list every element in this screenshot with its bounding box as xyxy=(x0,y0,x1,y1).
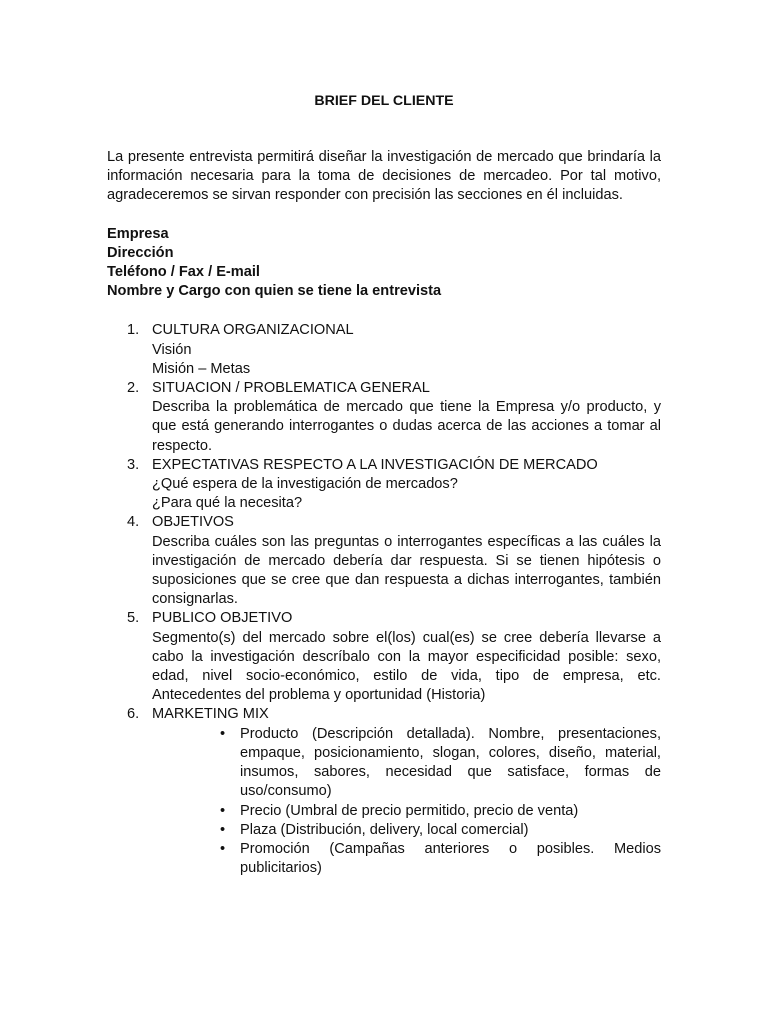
section-line: Visión xyxy=(152,341,192,358)
section-number: 2. xyxy=(127,380,140,397)
section-cultura-organizacional xyxy=(107,321,661,379)
section-title: MARKETING MIX xyxy=(152,706,269,723)
section-title: SITUACION / PROBLEMATICA GENERAL xyxy=(152,380,430,397)
mix-item-text: Precio (Umbral de precio permitido, precio de venta) xyxy=(240,802,579,819)
document-title: BRIEF DEL CLIENTE xyxy=(314,93,454,109)
field-nombre-cargo: Nombre y Cargo con quien se tiene la entrevista xyxy=(107,283,442,300)
bullet-icon: • xyxy=(220,840,226,857)
mix-item-text: Producto (Descripción detallada). Nombre, presentaciones, empaque, posicionamiento, slogan, colores, diseño, material, insumos, sabores, necesidad que satisface, formas de uso/consumo) xyxy=(240,725,661,800)
mix-item-plaza xyxy=(220,821,661,840)
marketing-mix-list xyxy=(152,725,661,879)
intro-paragraph: La presente entrevista permitirá diseñar la investigación de mercado que brindaría la información necesaria para la toma de decisiones de mercadeo. Por tal motivo, agradeceremos se sirvan responder con precisión las secciones en él incluidas. xyxy=(107,149,661,204)
client-fields xyxy=(107,225,661,302)
section-title: PUBLICO OBJETIVO xyxy=(152,610,293,627)
section-expectativas xyxy=(107,456,661,514)
mix-item-promocion xyxy=(220,840,661,878)
section-title: OBJETIVOS xyxy=(152,514,234,531)
section-number: 1. xyxy=(127,322,140,339)
section-publico-objetivo xyxy=(107,609,661,705)
section-line: ¿Qué espera de la investigación de mercados? xyxy=(152,476,458,493)
sections-list xyxy=(107,321,661,878)
section-title: EXPECTATIVAS RESPECTO A LA INVESTIGACIÓN DE MERCADO xyxy=(152,456,598,473)
section-number: 6. xyxy=(127,706,140,723)
field-empresa: Empresa xyxy=(107,225,169,242)
field-telefono-fax-email: Teléfono / Fax / E-mail xyxy=(107,264,260,281)
section-text: Describa cuáles son las preguntas o interrogantes específicas a las cuáles la investigación de mercado debería dar respuesta. Si se tienen hipótesis o suposiciones que se cree que dan respuesta a dichas interrogantes, también consignarlas. xyxy=(152,533,661,608)
section-situacion-problematica xyxy=(107,379,661,456)
section-objetivos xyxy=(107,513,661,609)
mix-item-precio xyxy=(220,802,661,821)
mix-item-text: Plaza (Distribución, delivery, local comercial) xyxy=(240,821,529,838)
section-marketing-mix xyxy=(107,705,661,878)
section-number: 5. xyxy=(127,610,140,627)
field-direccion: Dirección xyxy=(107,244,174,261)
section-text: Segmento(s) del mercado sobre el(los) cual(es) se cree debería llevarse a cabo la investigación descríbalo con la mayor especificidad posible: sexo, edad, nivel socio-económico, estilo de vida, tipo de empresa, etc. Antecedentes del problema y oportunidad (Historia) xyxy=(152,629,661,704)
bullet-icon: • xyxy=(220,725,226,742)
section-title: CULTURA ORGANIZACIONAL xyxy=(152,322,354,339)
bullet-icon: • xyxy=(220,821,226,838)
section-line: Misión – Metas xyxy=(152,360,251,377)
section-line: ¿Para qué la necesita? xyxy=(152,495,303,512)
section-number: 4. xyxy=(127,514,140,531)
mix-item-producto xyxy=(220,725,661,802)
document-page xyxy=(107,92,661,878)
section-text: Describa la problemática de mercado que tiene la Empresa y/o producto, y que está generando interrogantes o dudas acerca de las acciones a tomar al respecto. xyxy=(152,399,661,454)
section-number: 3. xyxy=(127,456,140,473)
bullet-icon: • xyxy=(220,802,226,819)
mix-item-text: Promoción (Campañas anteriores o posibles. Medios publicitarios) xyxy=(240,840,661,877)
